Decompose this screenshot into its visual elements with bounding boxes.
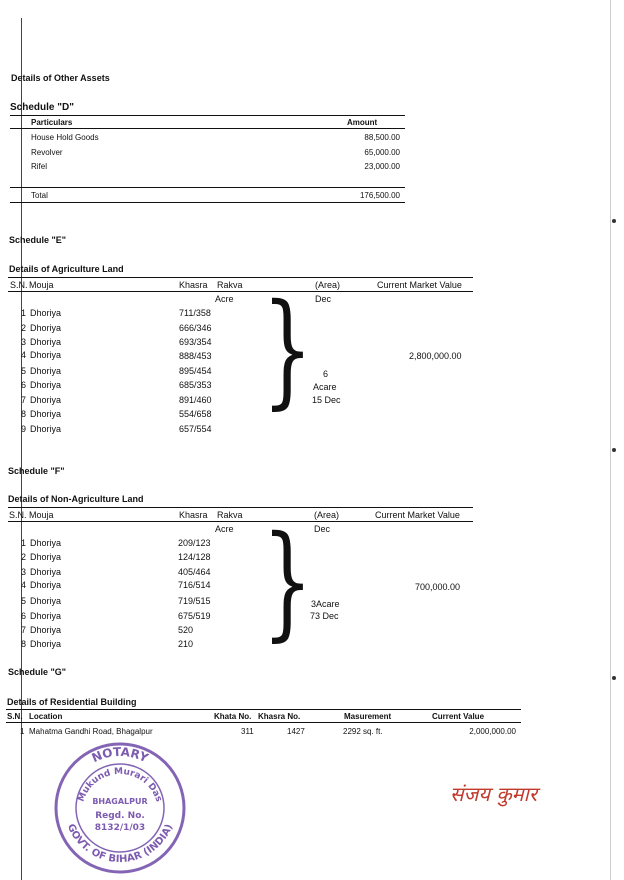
table-row-mouja: Dhoriya xyxy=(30,337,62,347)
table-row-mouja: Dhoriya xyxy=(30,380,62,390)
schedule-f-area-line2: 73 Dec xyxy=(310,611,339,621)
right-edge-line xyxy=(610,0,611,880)
other-assets-title: Details of Other Assets xyxy=(11,73,110,83)
table-row-sn: 5 xyxy=(21,366,27,376)
schedule-d-col-amount: Amount xyxy=(347,118,378,127)
stamp-number-text: 8132/1/03 xyxy=(94,823,146,833)
table-row-khasra: 891/460 xyxy=(179,395,212,405)
schedule-g-col-value: Current Value xyxy=(432,712,485,721)
table-row-mouja: Dhoriya xyxy=(30,552,62,562)
table-row-mouja: Dhoriya xyxy=(30,580,62,590)
table-row-mouja: Dhoriya xyxy=(30,625,62,635)
schedule-f-header-rule xyxy=(8,521,473,522)
table-row-mouja: Dhoriya xyxy=(30,323,62,333)
schedule-d-total-amount: 176,500.00 xyxy=(359,191,400,200)
schedule-e-col-mouja: Mouja xyxy=(29,280,54,290)
schedule-d-row-2-particular: Revolver xyxy=(31,148,63,157)
table-row-mouja: Dhoriya xyxy=(30,611,62,621)
table-row-sn: 3 xyxy=(21,567,27,577)
table-row-sn: 5 xyxy=(21,596,27,606)
table-row-sn: 3 xyxy=(21,337,27,347)
schedule-g-col-location: Location xyxy=(29,712,63,721)
table-row-mouja: Dhoriya xyxy=(30,366,62,376)
schedule-g-row-value: 2,000,000.00 xyxy=(469,727,516,736)
schedule-d-row-3-amount: 23,000.00 xyxy=(364,162,400,171)
table-row-mouja: Dhoriya xyxy=(30,350,62,360)
schedule-g-col-measurement: Masurement xyxy=(344,712,392,721)
schedule-e-area-line1: 6 xyxy=(323,369,329,379)
schedule-e-top-rule xyxy=(8,277,473,278)
schedule-e-title: Schedule "E" xyxy=(9,235,67,245)
stamp-bottom-text: GOVT. OF BIHAR (INDIA) xyxy=(64,822,176,866)
schedule-f-col-khasra: Khasra xyxy=(179,510,208,520)
schedule-d-row-1-amount: 88,500.00 xyxy=(364,133,400,142)
schedule-g-header-rule xyxy=(6,722,521,723)
schedule-g-section: Details of Residential Building xyxy=(7,697,137,707)
table-row-sn: 9 xyxy=(21,424,27,434)
schedule-e-col-value: Current Market Value xyxy=(377,280,462,290)
stamp-top-text: NOTARY xyxy=(89,744,151,766)
table-row-sn: 2 xyxy=(21,323,27,333)
table-row-sn: 8 xyxy=(21,639,27,649)
table-row-sn: 6 xyxy=(21,611,27,621)
table-row-sn: 2 xyxy=(21,552,27,562)
schedule-e-sub-dec: Dec xyxy=(315,294,332,304)
schedule-g-row-measurement: 2292 sq. ft. xyxy=(343,727,383,736)
schedule-e-sub-acre: Acre xyxy=(215,294,234,304)
schedule-g-row-sn: 1 xyxy=(20,727,25,736)
schedule-g-row-khata: 311 xyxy=(241,727,254,736)
schedule-d-total-rule xyxy=(10,187,405,188)
table-row-khasra: 554/658 xyxy=(179,409,212,419)
schedule-f-col-area: (Area) xyxy=(314,510,340,520)
schedule-f-section: Details of Non-Agriculture Land xyxy=(8,494,144,504)
table-row-khasra: 405/464 xyxy=(178,567,211,577)
schedule-f-sub-dec: Dec xyxy=(314,524,331,534)
table-row-mouja: Dhoriya xyxy=(30,567,62,577)
stamp-city-text: BHAGALPUR xyxy=(92,797,148,806)
table-row-mouja: Dhoriya xyxy=(30,308,62,318)
table-row-khasra: 685/353 xyxy=(179,380,212,390)
table-row-mouja: Dhoriya xyxy=(30,409,62,419)
schedule-e-section: Details of Agriculture Land xyxy=(9,264,124,274)
table-row-khasra: 711/358 xyxy=(179,308,211,318)
table-row-khasra: 210 xyxy=(178,639,194,649)
table-row-sn: 1 xyxy=(21,538,27,548)
schedule-e-area-line3: 15 Dec xyxy=(312,395,341,405)
table-row-mouja: Dhoriya xyxy=(30,639,62,649)
schedule-d-total-label: Total xyxy=(31,191,48,200)
notary-stamp xyxy=(52,740,188,876)
schedule-g-col-sn: S.N. xyxy=(7,712,23,721)
table-row-sn: 7 xyxy=(21,395,27,405)
schedule-f-value: 700,000.00 xyxy=(415,582,461,592)
schedule-d-top-rule xyxy=(10,115,405,116)
schedule-f-col-sn: S.N. xyxy=(9,510,27,520)
table-row-khasra: 657/554 xyxy=(179,424,212,434)
schedule-e-brace: } xyxy=(262,277,313,422)
schedule-e-area-line2: Acare xyxy=(313,382,337,392)
table-row-sn: 7 xyxy=(21,625,27,635)
schedule-e-header-rule xyxy=(8,291,473,292)
schedule-e-col-khasra: Khasra xyxy=(179,280,208,290)
table-row-sn: 4 xyxy=(21,580,27,590)
stamp-name-text: Mukund Murari Das xyxy=(76,766,164,804)
schedule-f-col-mouja: Mouja xyxy=(29,510,54,520)
schedule-d-row-2-amount: 65,000.00 xyxy=(364,148,400,157)
schedule-d-bottom-rule xyxy=(10,202,405,203)
schedule-g-title: Schedule "G" xyxy=(8,667,67,677)
table-row-mouja: Dhoriya xyxy=(30,596,62,606)
left-margin-line xyxy=(20,18,25,880)
table-row-sn: 6 xyxy=(21,380,27,390)
schedule-d-header-rule xyxy=(10,128,405,129)
table-row-khasra: 693/354 xyxy=(179,337,212,347)
punch-dot xyxy=(612,448,616,452)
schedule-f-col-rakva: Rakva xyxy=(217,510,243,520)
table-row-khasra: 520 xyxy=(178,625,194,635)
schedule-e-col-sn: S.N. xyxy=(10,280,28,290)
table-row-sn: 1 xyxy=(21,308,27,318)
table-row-khasra: 895/454 xyxy=(179,366,212,376)
schedule-g-row-location: Mahatma Gandhi Road, Bhagalpur xyxy=(29,727,153,736)
stamp-regd-text: Regd. No. xyxy=(95,811,145,821)
schedule-d-row-3-particular: Rifel xyxy=(31,162,48,171)
punch-dot xyxy=(612,219,616,223)
schedule-d-row-1-particular: House Hold Goods xyxy=(31,133,99,142)
schedule-g-col-khasra: Khasra No. xyxy=(258,712,301,721)
table-row-sn: 8 xyxy=(21,409,27,419)
table-row-khasra: 888/453 xyxy=(179,351,212,361)
schedule-f-title: Schedule "F" xyxy=(8,466,65,476)
schedule-f-area-line1: 3Acare xyxy=(311,599,340,609)
table-row-mouja: Dhoriya xyxy=(30,395,62,405)
table-row-sn: 4 xyxy=(21,350,27,360)
schedule-g-top-rule xyxy=(6,709,521,710)
schedule-f-top-rule xyxy=(8,507,473,508)
table-row-mouja: Dhoriya xyxy=(30,424,62,434)
schedule-d-title: Schedule "D" xyxy=(10,102,74,113)
schedule-e-col-area: (Area) xyxy=(315,280,341,290)
table-row-khasra: 716/514 xyxy=(178,580,211,590)
table-row-khasra: 666/346 xyxy=(179,323,212,333)
schedule-d-col-particulars: Particulars xyxy=(31,118,73,127)
punch-dot xyxy=(612,676,616,680)
table-row-khasra: 719/515 xyxy=(178,596,211,606)
schedule-e-value: 2,800,000.00 xyxy=(409,351,462,361)
table-row-mouja: Dhoriya xyxy=(30,538,62,548)
schedule-f-col-value: Current Market Value xyxy=(375,510,460,520)
schedule-g-col-khata: Khata No. xyxy=(214,712,252,721)
schedule-g-row-khasra: 1427 xyxy=(287,727,305,736)
table-row-khasra: 124/128 xyxy=(178,552,211,562)
table-row-khasra: 209/123 xyxy=(178,538,211,548)
signature: संजय कुमार xyxy=(450,782,537,806)
schedule-f-brace: } xyxy=(262,509,313,654)
schedule-f-sub-acre: Acre xyxy=(215,524,234,534)
table-row-khasra: 675/519 xyxy=(178,611,211,621)
schedule-e-col-rakva: Rakva xyxy=(217,280,243,290)
